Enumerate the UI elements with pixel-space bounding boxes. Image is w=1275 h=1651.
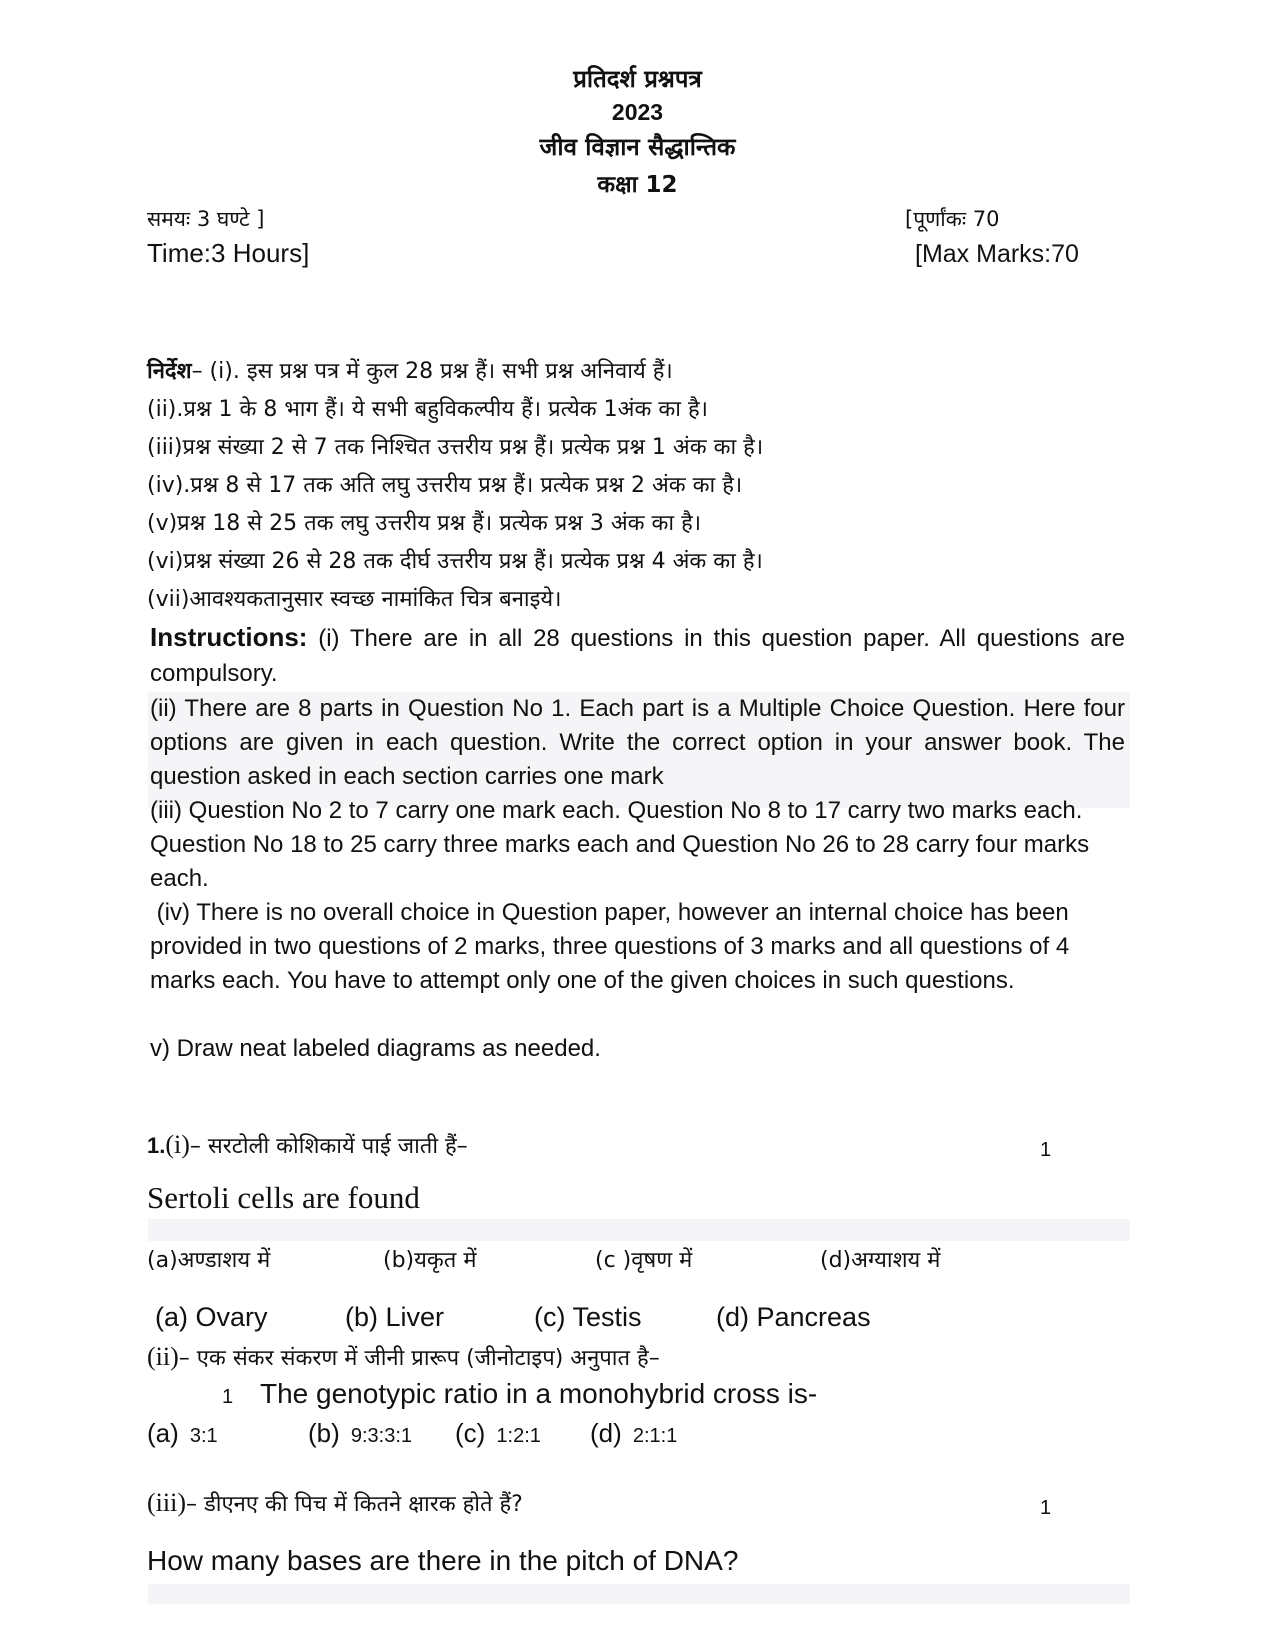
- instruction-en-5: v) Draw neat labeled diagrams as needed.: [150, 1035, 601, 1062]
- option-d: [590, 1418, 677, 1449]
- question-text-english: The genotypic ratio in a monohybrid cross is-: [260, 1378, 818, 1409]
- instructions-heading-english: Instructions:: [150, 622, 308, 652]
- time-hindi: समयः 3 घण्टे ]: [147, 207, 265, 231]
- instruction-hi-1: [147, 355, 673, 385]
- option-value: 3:1: [189, 1425, 218, 1447]
- option-d-hindi: (d)अग्याशय में: [820, 1248, 941, 1273]
- instruction-en-2: (ii) There are 8 parts in Question No 1. Each part is a Multiple Choice Question. Here four options are given in each question. Write the correct option in your answer book. The question asked in each section carries one mark: [150, 695, 1125, 790]
- option-c: [455, 1418, 541, 1449]
- option-a-english: (a) Ovary: [155, 1302, 268, 1332]
- option-value: 1:2:1: [496, 1425, 541, 1447]
- option-c-hindi: (c )वृषण में: [595, 1248, 693, 1273]
- option-key: (b): [308, 1418, 340, 1448]
- instruction-hi-4: (iv).प्रश्न 8 से 17 तक अति लघु उत्तरीय प्रश्न हैं। प्रत्येक प्रश्न 2 अंक का है।: [147, 473, 743, 498]
- instruction-hi-5: (v)प्रश्न 18 से 25 तक लघु उत्तरीय प्रश्न हैं। प्रत्येक प्रश्न 3 अंक का है।: [147, 511, 702, 536]
- option-a: [147, 1418, 218, 1449]
- instruction-hi-3: (iii)प्रश्न संख्या 2 से 7 तक निश्चित उत्तरीय प्रश्न हैं। प्रत्येक प्रश्न 1 अंक का है।: [147, 435, 764, 460]
- option-a-hindi: (a)अण्डाशय में: [147, 1248, 271, 1273]
- question-marks: 1: [1040, 1139, 1052, 1161]
- instruction-hi-2: (ii).प्रश्न 1 के 8 भाग हैं। ये सभी बहुविकल्पीय हैं। प्रत्येक 1अंक का है।: [147, 397, 708, 422]
- option-key: (d): [590, 1418, 622, 1448]
- question-text-hindi: – एक संकर संकरण में जीनी प्रारूप (जीनोटाइप) अनुपात है–: [178, 1346, 660, 1371]
- instruction-en-3: (iii) Question No 2 to 7 carry one mark each. Question No 8 to 17 carry two marks each. Question No 18 to 25 carry three marks each and Question No 26 to 28 carry four marks each.: [150, 797, 1090, 892]
- instruction-en-1-text: (i) There are in all 28 questions in this question paper. All questions are compulsory.: [150, 625, 1125, 687]
- option-b-hindi: (b)यकृत में: [383, 1248, 477, 1273]
- option-c-english: (c) Testis: [534, 1302, 642, 1332]
- option-value: 2:1:1: [632, 1425, 678, 1447]
- max-marks-english: [Max Marks:70: [915, 240, 1079, 268]
- paper-class: कक्षा 12: [597, 172, 678, 198]
- question-text-english: How many bases are there in the pitch of DNA?: [147, 1545, 739, 1576]
- instruction-hi-6: (vi)प्रश्न संख्या 26 से 28 तक दीर्घ उत्तरीय प्रश्न हैं। प्रत्येक प्रश्न 4 अंक का है।: [147, 549, 763, 574]
- max-marks-hindi: [पूर्णांकः 70: [905, 207, 1000, 231]
- paper-subject: जीव विज्ञान सैद्धान्तिक: [539, 133, 736, 161]
- highlight-band: [148, 1584, 1130, 1604]
- question-label: (ii): [147, 1342, 179, 1371]
- question-label: (iii): [147, 1488, 186, 1517]
- question-number: 1.: [147, 1133, 166, 1158]
- instruction-hi-7: (vii)आवश्यकतानुसार स्वच्छ नामांकित चित्र बनाइये।: [147, 587, 562, 612]
- question-text-english: Sertoli cells are found: [147, 1180, 420, 1215]
- instruction-en-1: [150, 620, 1125, 691]
- option-d-english: (d) Pancreas: [716, 1302, 871, 1332]
- question-text-hindi: – सरटोली कोशिकायें पाई जाती हैं–: [189, 1134, 468, 1159]
- question-1-iii: [147, 1488, 523, 1518]
- question-marks: 1: [1040, 1497, 1052, 1519]
- paper-title: प्रतिदर्श प्रश्नपत्र: [573, 65, 702, 93]
- instruction-en-4: (iv) There is no overall choice in Question paper, however an internal choice has been provided in two questions of 2 marks, three questions of 3 marks and all questions of 4 marks each. You have to attempt only one of the given choices in such questions.: [150, 899, 1076, 994]
- option-b-english: (b) Liver: [345, 1302, 445, 1332]
- option-key: (a): [147, 1418, 179, 1448]
- instructions-heading-hindi: निर्देश: [147, 359, 192, 384]
- question-1-ii: [147, 1342, 660, 1372]
- option-key: (c): [455, 1418, 486, 1448]
- instruction-hi-1-text: – (i). इस प्रश्न पत्र में कुल 28 प्रश्न हैं। सभी प्रश्न अनिवार्य हैं।: [191, 359, 673, 384]
- option-b: [308, 1418, 412, 1449]
- highlight-band: [148, 1219, 1130, 1241]
- option-value: 9:3:3:1: [350, 1425, 413, 1447]
- question-label: (i): [165, 1130, 190, 1159]
- time-english: Time:3 Hours]: [147, 238, 310, 268]
- question-marks: 1: [222, 1386, 234, 1408]
- question-1-i: [147, 1130, 468, 1160]
- paper-year: 2023: [611, 99, 664, 125]
- question-text-hindi: – डीएनए की पिच में कितने क्षारक होते हैं?: [186, 1492, 523, 1517]
